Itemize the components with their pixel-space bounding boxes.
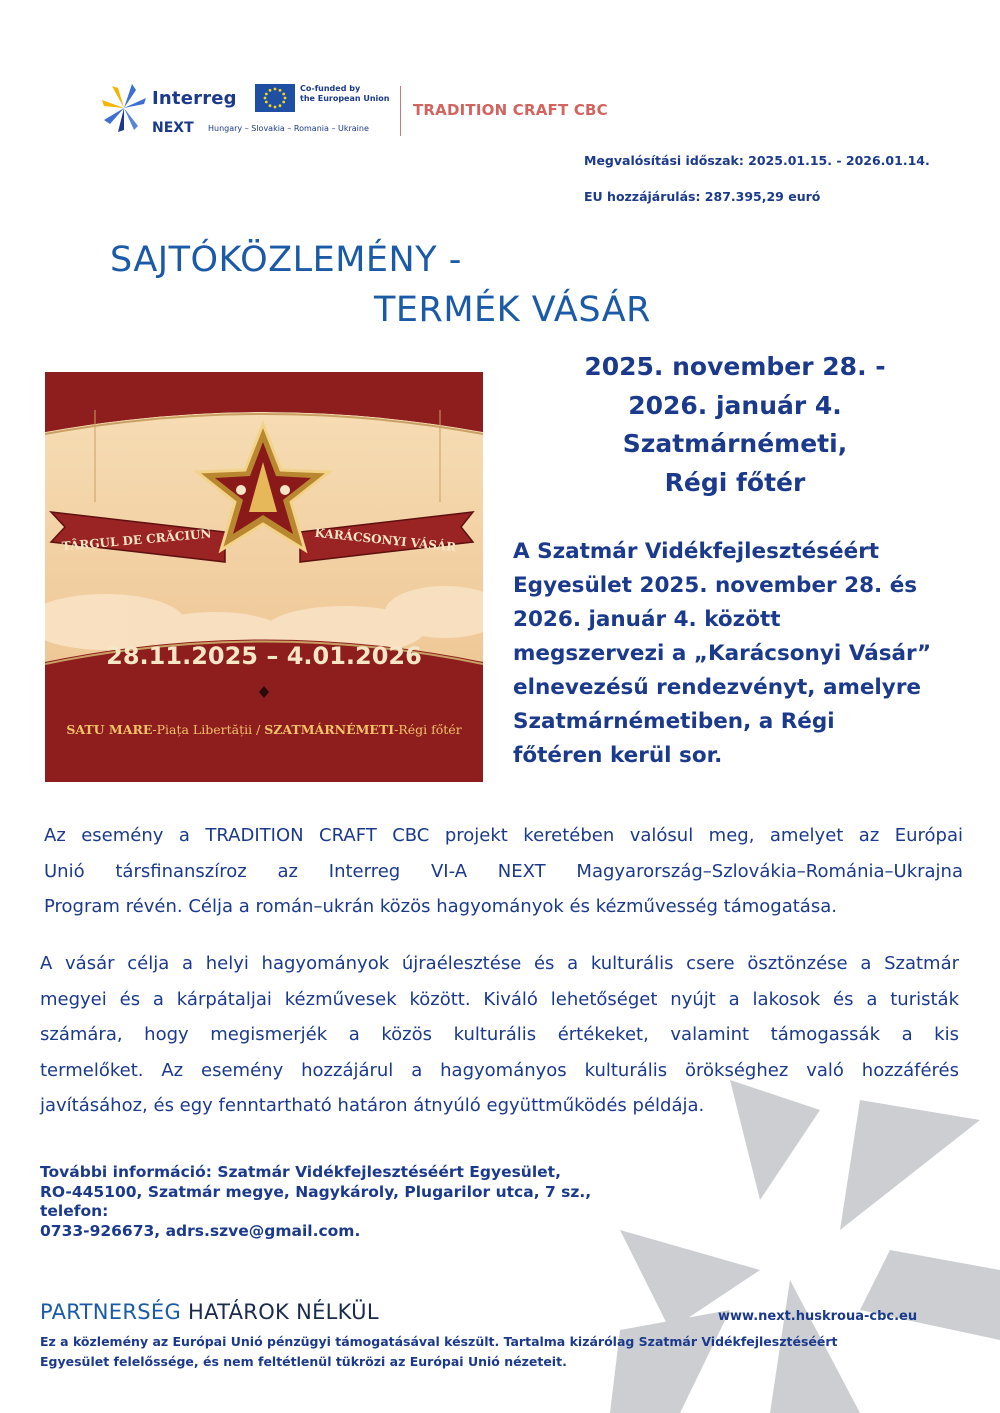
paragraph-line: Unió társfinanszíroz az Interreg VI-A NEXT Magyarország–Szlovákia–Románia–Ukrajna	[44, 860, 963, 882]
intro-line: 2026. január 4. között	[513, 607, 781, 632]
paragraph-line: Program révén. Célja a román–ukrán közös hagyományok és kézművesség támogatása.	[44, 896, 837, 917]
contact-line: telefon:	[40, 1202, 109, 1220]
paragraph-project	[44, 818, 963, 925]
contact-line: RO-445100, Szatmár megye, Nagykároly, Plugarilor utca, 7 sz.,	[40, 1182, 592, 1201]
cofunded-line-2: the European Union	[300, 94, 390, 103]
event-date-line-2: 2026. január 4.	[628, 390, 842, 420]
interreg-star-icon	[102, 84, 146, 132]
slogan-part-1: PARTNERSÉG	[40, 1300, 182, 1324]
paragraph-line: termelőket. Az esemény hozzájárul a hagyományos kulturális örökséghez való hozzáférés	[40, 1059, 959, 1081]
footer-slogan	[40, 1300, 379, 1324]
disclaimer-line: Egyesület felelőssége, és nem feltétlenül tükrözi az Európai Unió nézeteit.	[40, 1354, 567, 1369]
contact-info	[40, 1163, 680, 1241]
poster-banner-left-text: TÂRGUL DE CRĂCIUN	[61, 526, 212, 554]
poster-dates: 28.11.2025 – 4.01.2026	[106, 642, 422, 670]
page-title-line-2: TERMÉK VÁSÁR	[374, 290, 651, 330]
poster-banner-right-text: KARÁCSONYI VÁSÁR	[313, 525, 457, 555]
poster-location-d: -Régi főtér	[394, 722, 462, 737]
poster-location-c: SZATMÁRNÉMETI	[264, 722, 395, 737]
cofunded-line-1: Co-funded by	[300, 84, 361, 93]
event-date-line-1: 2025. november 28. -	[584, 352, 886, 381]
event-date-block	[560, 348, 910, 502]
project-name: TRADITION CRAFT CBC	[413, 101, 608, 119]
paragraph-goal	[40, 946, 959, 1124]
eu-disclaimer	[40, 1332, 970, 1372]
implementation-period: Megvalósítási időszak: 2025.01.15. - 2026.01.14.	[584, 153, 930, 168]
intro-line: megszervezi a „Karácsonyi Vásár”	[513, 641, 932, 666]
eu-flag-icon	[255, 84, 295, 112]
poster-location-a: SATU MARE	[66, 722, 153, 737]
paragraph-line: Az esemény a TRADITION CRAFT CBC projekt keretében valósul meg, amelyet az Európai	[44, 825, 963, 846]
intro-line: A Szatmár Vidékfejlesztéséért	[513, 539, 880, 564]
cofunded-label	[300, 84, 400, 104]
event-venue: Régi főtér	[664, 467, 806, 497]
next-wordmark: NEXT	[152, 120, 194, 136]
interreg-wordmark: Interreg	[152, 88, 237, 109]
intro-line: Szatmárnémetiben, a Régi	[513, 709, 835, 734]
intro-paragraph	[513, 535, 978, 773]
poster-location-b: -Piața Libertății /	[152, 722, 265, 737]
paragraph-line: megyei és a kárpátaljai kézművesek között. Kiváló lehetőséget nyújt a lakosok és a turisták	[40, 988, 959, 1010]
intro-line: főtéren kerül sor.	[513, 743, 723, 768]
disclaimer-line: Ez a közlemény az Európai Unió pénzügyi támogatásával készült. Tartalma kizárólag Szatmár Vidékfejlesztéséért	[40, 1334, 838, 1349]
contact-line[interactable]: 0733-926673, adrs.szve@gmail.com.	[40, 1221, 361, 1240]
event-poster	[45, 372, 483, 782]
paragraph-line: A vásár célja a helyi hagyományok újraélesztése és a kulturális csere ösztönzése a Szatmár	[40, 953, 959, 974]
page-title-line-1: SAJTÓKÖZLEMÉNY -	[110, 240, 462, 280]
intro-line: elnevezésű rendezvényt, amelyre	[513, 675, 922, 700]
poster-location	[66, 722, 461, 737]
paragraph-line: számára, hogy megismerjék a közös kulturális értékeket, valamint támogassák a kis	[40, 1024, 959, 1045]
program-website-link[interactable]: www.next.huskroua-cbc.eu	[718, 1309, 918, 1324]
program-countries: Hungary – Slovakia – Romania – Ukraine	[208, 124, 369, 133]
event-city: Szatmárnémeti,	[622, 429, 848, 458]
slogan-part-2: HATÁROK NÉLKÜL	[188, 1300, 379, 1324]
eu-contribution: EU hozzájárulás: 287.395,29 euró	[584, 189, 821, 204]
contact-line: További információ: Szatmár Vidékfejlesztéséért Egyesület,	[40, 1163, 561, 1181]
intro-line: Egyesület 2025. november 28. és	[513, 573, 918, 598]
paragraph-line: javításához, és egy fenntartható határon átnyúló együttműködés példája.	[40, 1095, 705, 1116]
header-divider	[400, 86, 401, 136]
